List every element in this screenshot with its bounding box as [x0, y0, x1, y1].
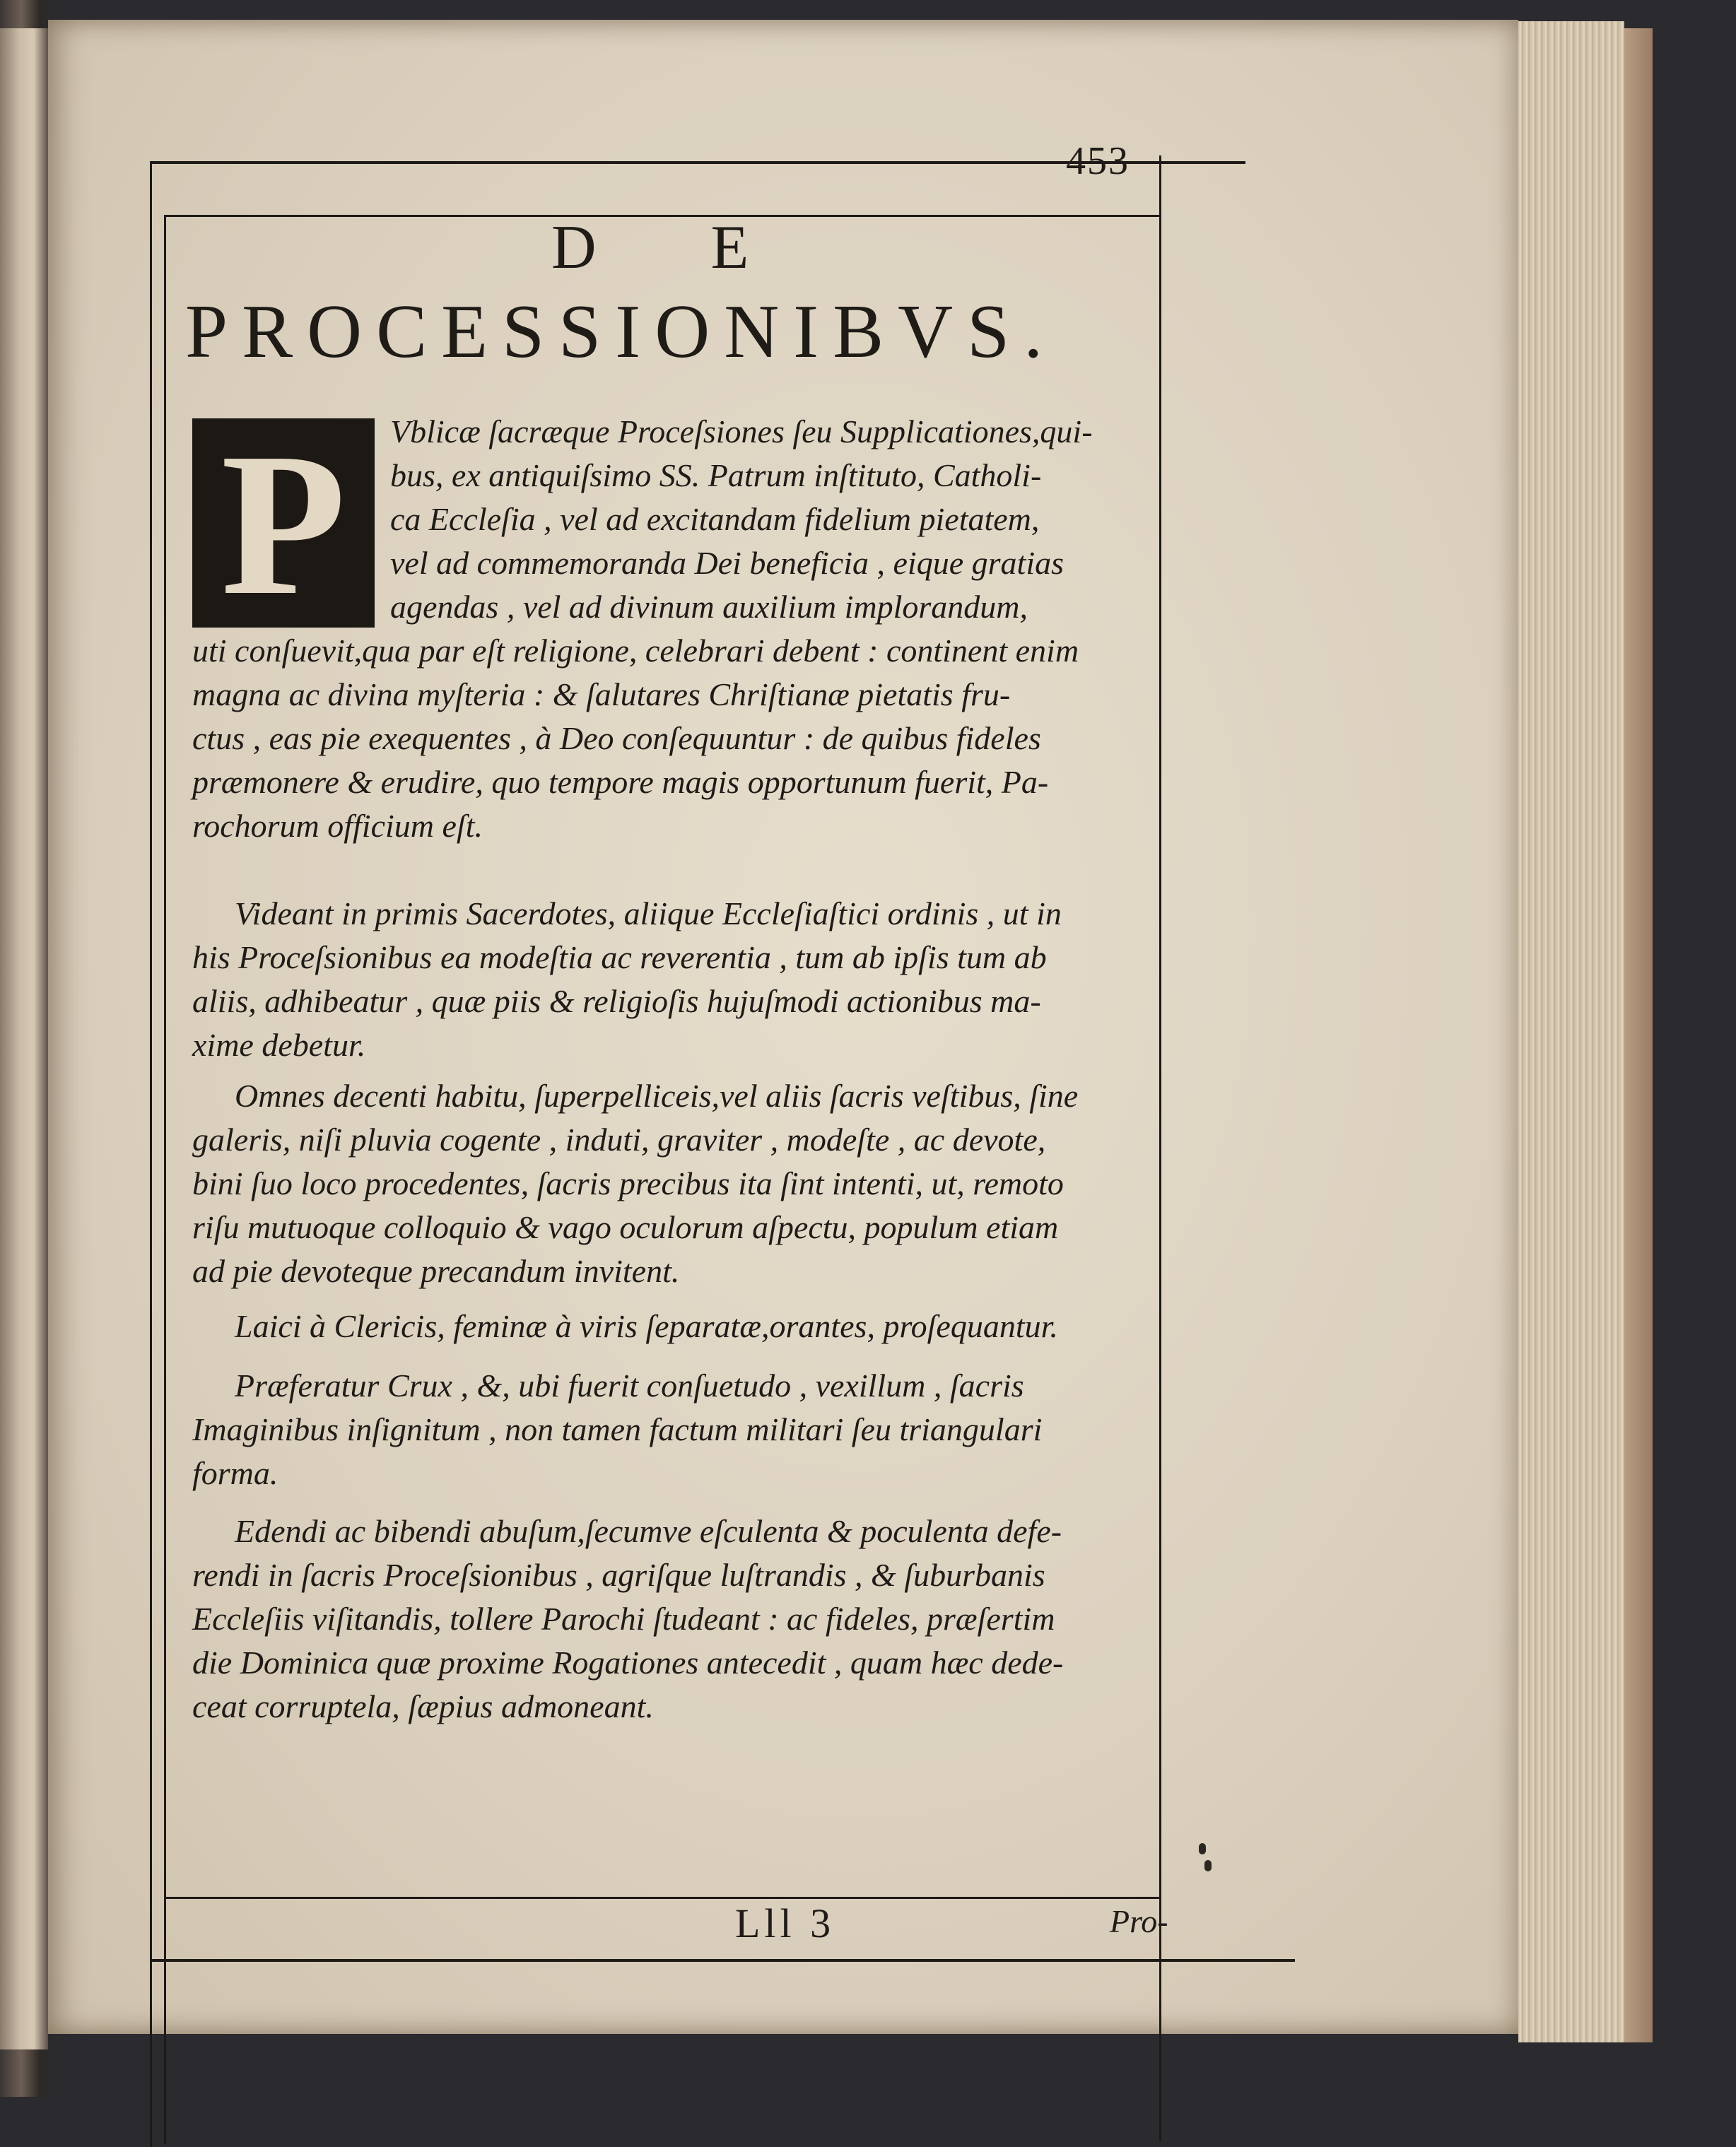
heading-line-1: D E: [551, 213, 799, 282]
paragraph-3: [192, 1074, 1175, 1293]
text-line: bini ſuo loco procedentes, ſacris precibus ita ſint intenti, ut, remoto: [192, 1165, 1064, 1201]
paragraph-4: [192, 1305, 1175, 1348]
text-line: xime debetur.: [192, 1027, 366, 1063]
text-line: ad pie devoteque precandum invitent.: [192, 1253, 680, 1289]
text-line: riſu mutuoque colloquio & vago oculorum aſpectu, populum etiam: [192, 1209, 1059, 1245]
text-line: ceat corruptela, ſæpius admoneant.: [192, 1688, 654, 1724]
paragraph-1: [192, 410, 1175, 848]
text-line: ca Eccleſia , vel ad excitandam fidelium pietatem,: [390, 501, 1040, 537]
text-line: Præferatur Crux , &, ubi fuerit conſuetudo , vexillum , ſacris: [235, 1367, 1024, 1404]
left-page-edge: [0, 28, 48, 2049]
paragraph-2: [192, 892, 1175, 1067]
text-line: die Dominica quæ proxime Rogationes antecedit , quam hæc dede-: [192, 1645, 1064, 1681]
left-outer-rule: [150, 161, 152, 2147]
signature-mark: Lll 3: [735, 1900, 835, 1946]
ink-spot: [1204, 1860, 1212, 1871]
text-line: rendi in ſacris Proceſsionibus , agriſque luſtrandis , & ſuburbanis: [192, 1557, 1045, 1593]
text-line: Edendi ac bibendi abuſum,ſecumve eſculenta & poculenta defe-: [235, 1513, 1062, 1549]
text-line: præmonere & erudire, quo tempore magis opportunum fuerit, Pa-: [192, 764, 1049, 800]
text-line: his Proceſsionibus ea modeſtia ac reverentia , tum ab ipſis tum ab: [192, 939, 1047, 975]
bottom-outer-rule: [150, 1959, 1295, 1962]
text-line: vel ad commemoranda Dei beneficia , eique gratias: [390, 545, 1064, 581]
text-line: galeris, niſi pluvia cogente , induti, graviter , modeſte , ac devote,: [192, 1122, 1046, 1158]
text-line: magna ac divina myſteria : & ſalutares Chriſtianæ pietatis fru-: [192, 676, 1011, 712]
text-line: rochorum officium eſt.: [192, 808, 483, 844]
text-line: Omnes decenti habitu, ſuperpelliceis,vel aliis ſacris veſtibus, ſine: [235, 1078, 1079, 1114]
text-line: ctus , eas pie exequentes , à Deo conſequuntur : de quibus fideles: [192, 720, 1041, 756]
text-line: agendas , vel ad divinum auxilium implorandum,: [390, 589, 1028, 625]
text-line: uti conſuevit,qua par eſt religione, celebrari debent : continent enim: [192, 633, 1079, 669]
page-number: 453: [1066, 139, 1130, 183]
text-line: Vblicæ ſacræque Proceſsiones ſeu Supplicationes,qui-: [390, 413, 1093, 449]
ink-spot: [1199, 1843, 1206, 1854]
text-line: Imaginibus inſignitum , non tamen factum militari ſeu triangulari: [192, 1411, 1043, 1447]
text-line: Laici à Clericis, feminæ à viris ſeparatæ,orantes, proſequantur.: [235, 1308, 1058, 1344]
page-fore-edge: [1518, 21, 1624, 2042]
cover-edge: [1624, 28, 1653, 2042]
text-line: Videant in primis Sacerdotes, aliique Eccleſiaſtici ordinis , ut in: [235, 895, 1062, 931]
text-line: Eccleſiis viſitandis, tollere Parochi ſtudeant : ac fideles, præſertim: [192, 1601, 1055, 1637]
bottom-inner-rule: [164, 1897, 1161, 1899]
catchword: Pro-: [1110, 1903, 1168, 1939]
text-line: forma.: [192, 1455, 278, 1491]
heading-line-2: PROCESSIONIBVS.: [185, 290, 1057, 374]
text-line: aliis, adhibeatur , quæ piis & religioſis hujuſmodi actionibus ma-: [192, 983, 1041, 1019]
drop-cap-letter: P: [221, 411, 346, 637]
paragraph-6: [192, 1510, 1175, 1729]
left-frame-rule: [164, 215, 166, 2144]
paragraph-5: [192, 1364, 1175, 1495]
text-line: bus, ex antiquiſsimo SS. Patrum inſtituto, Catholi-: [390, 457, 1042, 493]
